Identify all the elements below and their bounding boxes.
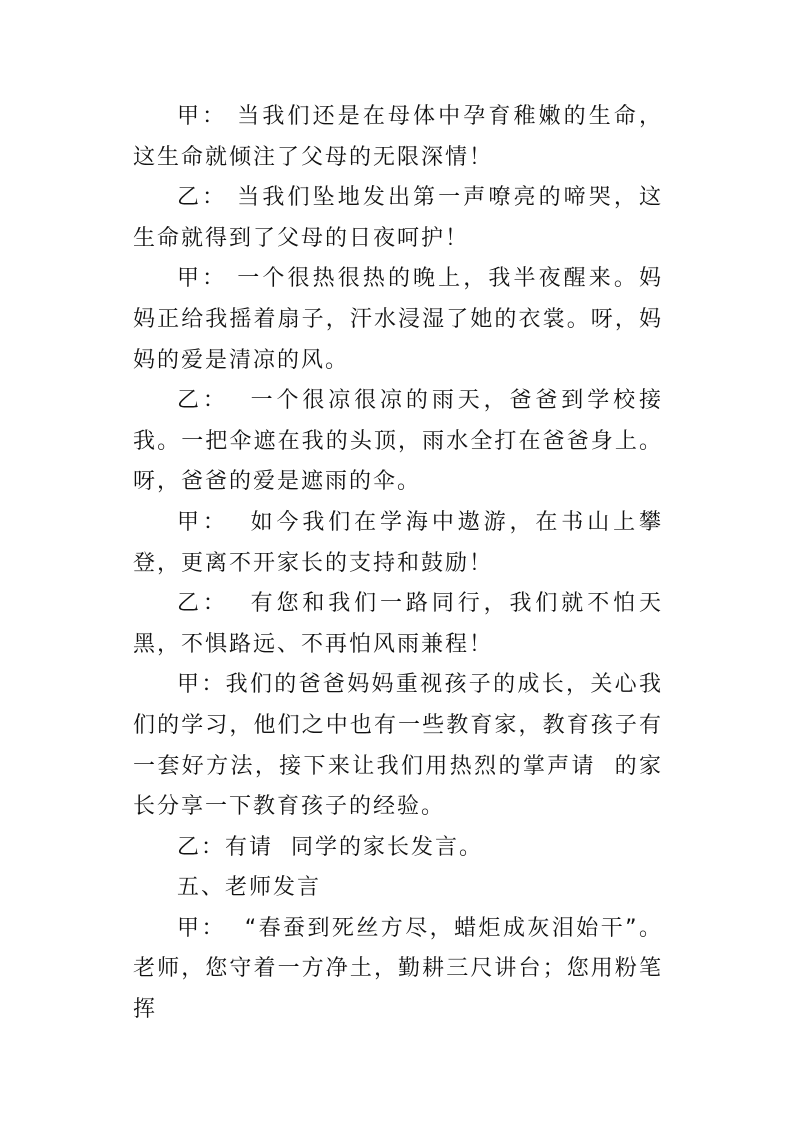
document-body xyxy=(133,97,663,1031)
dialogue-paragraph: 甲： 一个很热很热的晚上，我半夜醒来。妈妈正给我摇着扇子，汗水浸湿了她的衣裳。呀，妈妈的爱是清凉的风。 xyxy=(133,266,663,373)
dialogue-paragraph: 乙： 有您和我们一路同行，我们就不怕天黑，不惧路远、不再怕风雨兼程！ xyxy=(133,591,663,657)
dialogue-paragraph: 甲：我们的爸爸妈妈重视孩子的成长，关心我们的学习，他们之中也有一些教育家，教育孩子有一套好方法，接下来让我们用热烈的掌声请 的家长分享一下教育孩子的经验。 xyxy=(133,672,663,820)
dialogue-paragraph: 乙： 一个很凉很凉的雨天，爸爸到学校接我。一把伞遮在我的头顶，雨水全打在爸爸身上。呀，爸爸的爱是遮雨的伞。 xyxy=(133,388,663,495)
dialogue-paragraph: 乙：有请 同学的家长发言。 xyxy=(177,834,483,860)
dialogue-paragraph: 甲： 当我们还是在母体中孕育稚嫩的生命，这生命就倾注了父母的无限深情！ xyxy=(133,104,663,170)
dialogue-paragraph: 甲： 如今我们在学海中遨游，在书山上攀登，更离不开家长的支持和鼓励！ xyxy=(133,509,663,576)
dialogue-paragraph: 甲： “春蚕到死丝方尽，蜡炬成灰泪始干”。老师，您守着一方净土，勤耕三尺讲台；您用粉笔挥 xyxy=(133,915,663,1023)
dialogue-paragraph: 乙： 当我们坠地发出第一声嘹亮的啼哭，这生命就得到了父母的日夜呵护！ xyxy=(133,185,663,251)
section-heading: 五、老师发言 xyxy=(177,875,322,901)
